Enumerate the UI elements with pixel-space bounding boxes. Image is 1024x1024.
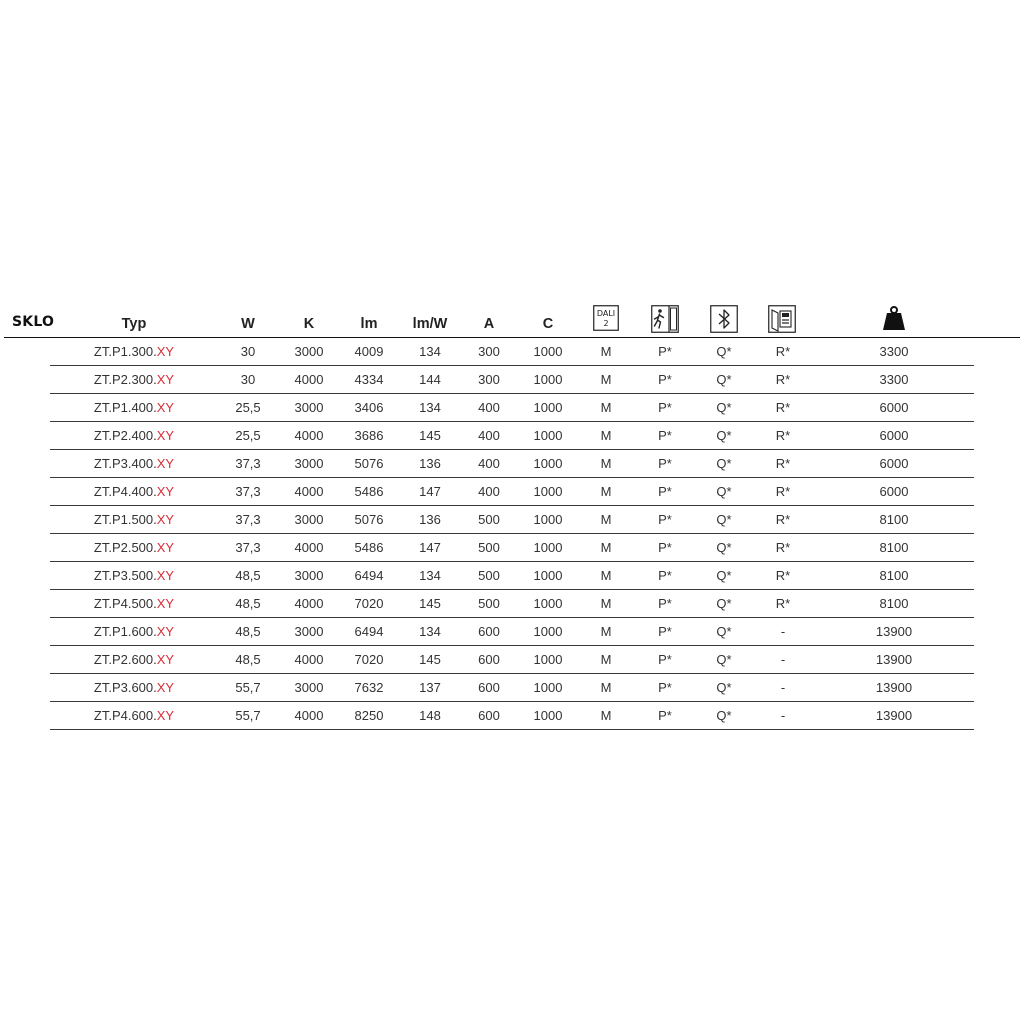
cell-lm: 7632	[354, 680, 384, 695]
cell-c: 1000	[533, 568, 563, 583]
cell-r: -	[780, 680, 786, 695]
cell-lm: 5076	[354, 456, 384, 471]
weight-icon	[881, 305, 907, 331]
cell-p: P*	[658, 680, 672, 695]
cell-lm: 3406	[354, 400, 384, 415]
cell-r: R*	[775, 400, 791, 415]
typ-variant-suffix: XY	[156, 512, 175, 527]
typ-code: ZT.P2.600.	[93, 652, 157, 667]
typ-variant-suffix: XY	[156, 652, 175, 667]
cell-w: 37,3	[235, 484, 261, 499]
cell-typ	[94, 422, 174, 450]
typ-code: ZT.P1.600.	[93, 624, 157, 639]
cell-a: 400	[478, 456, 500, 471]
cell-p: P*	[658, 568, 672, 583]
row-divider	[50, 617, 974, 618]
cell-lmw: 134	[419, 400, 441, 415]
typ-variant-suffix: XY	[156, 596, 175, 611]
cell-r: -	[780, 624, 786, 639]
cell-lm: 7020	[354, 652, 384, 667]
cell-p: P*	[658, 624, 672, 639]
cell-weight: 8100	[879, 540, 909, 555]
cell-typ	[94, 702, 174, 730]
header-lm: lm	[360, 316, 378, 332]
cell-lmw: 134	[419, 568, 441, 583]
cell-m: M	[600, 540, 612, 555]
cell-m: M	[600, 596, 612, 611]
typ-code: ZT.P4.500.	[93, 596, 157, 611]
cell-weight: 8100	[879, 568, 909, 583]
cell-lm: 6494	[354, 568, 384, 583]
cell-m: M	[600, 344, 612, 359]
cell-q: Q*	[716, 344, 732, 359]
row-divider	[50, 421, 974, 422]
typ-code: ZT.P1.300.	[93, 344, 157, 359]
cell-r: R*	[775, 456, 791, 471]
typ-variant-suffix: XY	[156, 428, 175, 443]
cell-lmw: 145	[419, 428, 441, 443]
cell-w: 30	[240, 344, 256, 359]
cell-lm: 4334	[354, 372, 384, 387]
cell-lm: 5076	[354, 512, 384, 527]
cell-c: 1000	[533, 540, 563, 555]
cell-k: 3000	[294, 680, 324, 695]
cell-a: 600	[478, 624, 500, 639]
cell-a: 500	[478, 596, 500, 611]
cell-lmw: 136	[419, 512, 441, 527]
cell-lm: 8250	[354, 708, 384, 723]
cell-m: M	[600, 484, 612, 499]
cell-k: 4000	[294, 652, 324, 667]
cell-r: -	[780, 708, 786, 723]
cell-a: 600	[478, 652, 500, 667]
control-panel-icon	[768, 305, 796, 333]
cell-q: Q*	[716, 372, 732, 387]
cell-w: 48,5	[235, 652, 261, 667]
cell-w: 25,5	[235, 400, 261, 415]
cell-c: 1000	[533, 400, 563, 415]
cell-lmw: 145	[419, 596, 441, 611]
header-lmw: lm/W	[412, 316, 448, 332]
cell-a: 500	[478, 512, 500, 527]
cell-lm: 3686	[354, 428, 384, 443]
row-divider	[50, 673, 974, 674]
cell-lm: 5486	[354, 540, 384, 555]
cell-weight: 3300	[879, 372, 909, 387]
cell-lmw: 148	[419, 708, 441, 723]
cell-weight: 8100	[879, 596, 909, 611]
header-c: C	[542, 316, 554, 332]
cell-lmw: 134	[419, 344, 441, 359]
cell-a: 400	[478, 484, 500, 499]
cell-r: R*	[775, 428, 791, 443]
typ-variant-suffix: XY	[156, 680, 175, 695]
cell-q: Q*	[716, 540, 732, 555]
cell-m: M	[600, 428, 612, 443]
cell-r: R*	[775, 512, 791, 527]
cell-a: 500	[478, 568, 500, 583]
cell-k: 3000	[294, 456, 324, 471]
cell-q: Q*	[716, 456, 732, 471]
cell-w: 48,5	[235, 568, 261, 583]
cell-c: 1000	[533, 372, 563, 387]
dali-label: DALI	[596, 309, 616, 318]
cell-typ	[94, 590, 174, 618]
cell-w: 25,5	[235, 428, 261, 443]
cell-w: 55,7	[235, 680, 261, 695]
cell-r: R*	[775, 344, 791, 359]
typ-code: ZT.P2.500.	[93, 540, 157, 555]
cell-p: P*	[658, 708, 672, 723]
cell-k: 4000	[294, 540, 324, 555]
cell-a: 400	[478, 428, 500, 443]
cell-m: M	[600, 652, 612, 667]
cell-a: 600	[478, 680, 500, 695]
cell-w: 37,3	[235, 540, 261, 555]
cell-a: 500	[478, 540, 500, 555]
cell-k: 3000	[294, 568, 324, 583]
cell-m: M	[600, 400, 612, 415]
cell-m: M	[600, 624, 612, 639]
row-divider	[50, 589, 974, 590]
dali-number: 2	[603, 319, 609, 328]
typ-code: ZT.P3.400.	[93, 456, 157, 471]
cell-lm: 5486	[354, 484, 384, 499]
cell-weight: 8100	[879, 512, 909, 527]
cell-c: 1000	[533, 624, 563, 639]
cell-lmw: 147	[419, 484, 441, 499]
cell-w: 48,5	[235, 624, 261, 639]
cell-k: 4000	[294, 484, 324, 499]
typ-variant-suffix: XY	[156, 708, 175, 723]
typ-code: ZT.P1.400.	[93, 400, 157, 415]
cell-a: 400	[478, 400, 500, 415]
cell-q: Q*	[716, 512, 732, 527]
cell-weight: 13900	[875, 680, 913, 695]
cell-typ	[94, 450, 174, 478]
dali-2-icon	[593, 305, 619, 331]
cell-c: 1000	[533, 428, 563, 443]
cell-typ	[94, 562, 174, 590]
cell-m: M	[600, 708, 612, 723]
cell-weight: 6000	[879, 484, 909, 499]
cell-p: P*	[658, 400, 672, 415]
row-divider	[50, 393, 974, 394]
cell-weight: 6000	[879, 400, 909, 415]
typ-code: ZT.P1.500.	[93, 512, 157, 527]
cell-c: 1000	[533, 680, 563, 695]
cell-k: 3000	[294, 344, 324, 359]
typ-variant-suffix: XY	[156, 400, 175, 415]
cell-c: 1000	[533, 596, 563, 611]
cell-m: M	[600, 568, 612, 583]
cell-weight: 6000	[879, 456, 909, 471]
typ-code: ZT.P2.400.	[93, 428, 157, 443]
typ-code: ZT.P2.300.	[93, 372, 157, 387]
cell-k: 4000	[294, 708, 324, 723]
cell-c: 1000	[533, 512, 563, 527]
cell-lmw: 145	[419, 652, 441, 667]
cell-weight: 13900	[875, 624, 913, 639]
cell-lmw: 134	[419, 624, 441, 639]
cell-q: Q*	[716, 680, 732, 695]
header-w: W	[241, 316, 255, 332]
cell-q: Q*	[716, 624, 732, 639]
cell-typ	[94, 534, 174, 562]
cell-q: Q*	[716, 484, 732, 499]
cell-r: R*	[775, 596, 791, 611]
section-label: SKLO	[12, 314, 55, 330]
header-typ: Typ	[121, 316, 147, 332]
cell-a: 300	[478, 372, 500, 387]
cell-m: M	[600, 512, 612, 527]
cell-p: P*	[658, 512, 672, 527]
cell-typ	[94, 646, 174, 674]
typ-variant-suffix: XY	[156, 372, 175, 387]
cell-c: 1000	[533, 484, 563, 499]
cell-p: P*	[658, 428, 672, 443]
typ-code: ZT.P3.500.	[93, 568, 157, 583]
typ-variant-suffix: XY	[156, 484, 175, 499]
cell-typ	[94, 366, 174, 394]
row-divider	[50, 561, 974, 562]
cell-w: 37,3	[235, 512, 261, 527]
cell-c: 1000	[533, 344, 563, 359]
row-divider	[50, 365, 974, 366]
cell-r: -	[780, 652, 786, 667]
cell-k: 4000	[294, 428, 324, 443]
cell-lmw: 144	[419, 372, 441, 387]
cell-typ	[94, 338, 174, 366]
cell-typ	[94, 618, 174, 646]
cell-typ	[94, 674, 174, 702]
row-divider	[50, 533, 974, 534]
cell-p: P*	[658, 484, 672, 499]
cell-q: Q*	[716, 596, 732, 611]
cell-w: 30	[240, 372, 256, 387]
cell-q: Q*	[716, 708, 732, 723]
cell-typ	[94, 478, 174, 506]
typ-code: ZT.P3.600.	[93, 680, 157, 695]
typ-variant-suffix: XY	[156, 540, 175, 555]
typ-variant-suffix: XY	[156, 456, 175, 471]
cell-weight: 13900	[875, 708, 913, 723]
cell-k: 4000	[294, 372, 324, 387]
typ-variant-suffix: XY	[156, 344, 175, 359]
cell-k: 4000	[294, 596, 324, 611]
row-divider	[50, 645, 974, 646]
cell-w: 37,3	[235, 456, 261, 471]
cell-k: 3000	[294, 512, 324, 527]
typ-code: ZT.P4.400.	[93, 484, 157, 499]
cell-w: 48,5	[235, 596, 261, 611]
cell-m: M	[600, 372, 612, 387]
cell-r: R*	[775, 484, 791, 499]
row-divider	[50, 477, 974, 478]
cell-q: Q*	[716, 652, 732, 667]
cell-q: Q*	[716, 568, 732, 583]
cell-c: 1000	[533, 456, 563, 471]
cell-a: 600	[478, 708, 500, 723]
cell-lmw: 137	[419, 680, 441, 695]
row-divider	[50, 449, 974, 450]
row-divider	[50, 701, 974, 702]
cell-p: P*	[658, 344, 672, 359]
cell-r: R*	[775, 540, 791, 555]
row-divider	[50, 729, 974, 730]
row-divider	[50, 505, 974, 506]
header-a: A	[483, 316, 495, 332]
cell-weight: 3300	[879, 344, 909, 359]
cell-lmw: 147	[419, 540, 441, 555]
cell-weight: 13900	[875, 652, 913, 667]
cell-m: M	[600, 680, 612, 695]
cell-lmw: 136	[419, 456, 441, 471]
cell-p: P*	[658, 456, 672, 471]
cell-a: 300	[478, 344, 500, 359]
cell-p: P*	[658, 372, 672, 387]
cell-lm: 6494	[354, 624, 384, 639]
cell-c: 1000	[533, 652, 563, 667]
cell-q: Q*	[716, 428, 732, 443]
cell-p: P*	[658, 652, 672, 667]
cell-p: P*	[658, 540, 672, 555]
cell-c: 1000	[533, 708, 563, 723]
cell-m: M	[600, 456, 612, 471]
cell-k: 3000	[294, 400, 324, 415]
cell-r: R*	[775, 568, 791, 583]
header-k: K	[303, 316, 315, 332]
cell-weight: 6000	[879, 428, 909, 443]
cell-r: R*	[775, 372, 791, 387]
cell-q: Q*	[716, 400, 732, 415]
typ-code: ZT.P4.600.	[93, 708, 157, 723]
typ-variant-suffix: XY	[156, 568, 175, 583]
cell-lm: 4009	[354, 344, 384, 359]
cell-typ	[94, 506, 174, 534]
bluetooth-icon	[710, 305, 738, 333]
cell-lm: 7020	[354, 596, 384, 611]
cell-p: P*	[658, 596, 672, 611]
cell-w: 55,7	[235, 708, 261, 723]
emergency-exit-icon	[651, 305, 679, 333]
typ-variant-suffix: XY	[156, 624, 175, 639]
cell-k: 3000	[294, 624, 324, 639]
cell-typ	[94, 394, 174, 422]
